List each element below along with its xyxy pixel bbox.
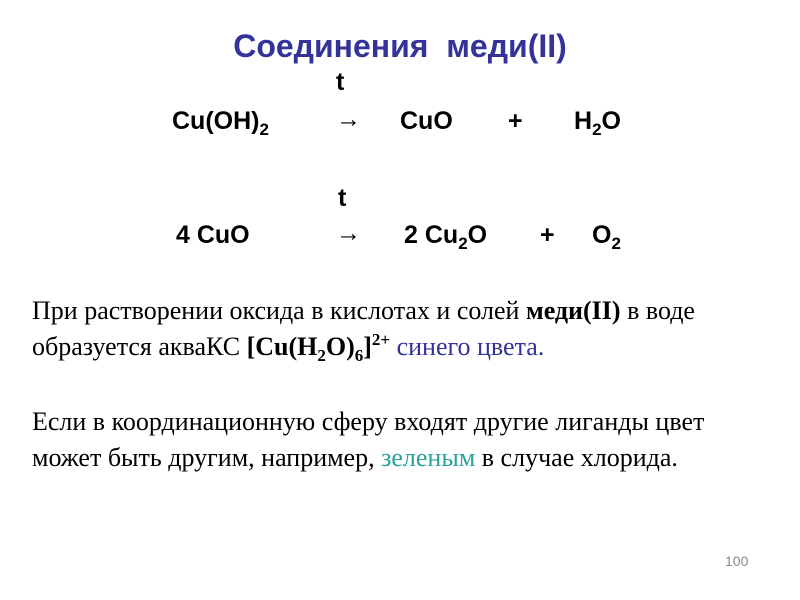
reaction-1-product-1: CuO: [400, 107, 453, 135]
reaction-1-arrow: →: [336, 105, 361, 133]
reaction-1-product-2: $H_2O$: [574, 107, 621, 139]
aqua-complex-formula: $[Cu(H_2O)_6]^{2+}$: [246, 330, 391, 365]
reaction-2-reactant: 4 CuO: [176, 221, 250, 249]
paragraph-ligands: Если в координационную сферу входят другие лиганды цвет может быть другим, например, зеленым в случае хлорида.: [32, 407, 705, 472]
blue-color-text: синего цвета.: [396, 332, 545, 361]
reaction-1-condition: t: [336, 68, 345, 96]
bold-copper-ii: меди(II): [525, 296, 621, 325]
reaction-1-plus: +: [508, 107, 523, 135]
reaction-2-plus: +: [540, 221, 555, 249]
reaction-1-reactant: $Cu(OH)_2$: [172, 107, 269, 139]
paragraph-dissolution: При растворении оксида в кислотах и солей меди(II) в воде образуется акваКС $[Cu(H_2O)_6]^{2+}$ синего цвета.: [32, 296, 695, 365]
reaction-2-product-2: $O_2$: [592, 221, 621, 253]
reaction-2-arrow: →: [336, 219, 361, 247]
reaction-2-condition: t: [338, 184, 347, 212]
reaction-2-product-1: 2 $Cu_2O$: [404, 221, 488, 253]
page-number: 100: [725, 553, 749, 569]
slide-title: Соединения меди(II): [233, 28, 567, 64]
green-color-text: зеленым: [381, 443, 476, 472]
